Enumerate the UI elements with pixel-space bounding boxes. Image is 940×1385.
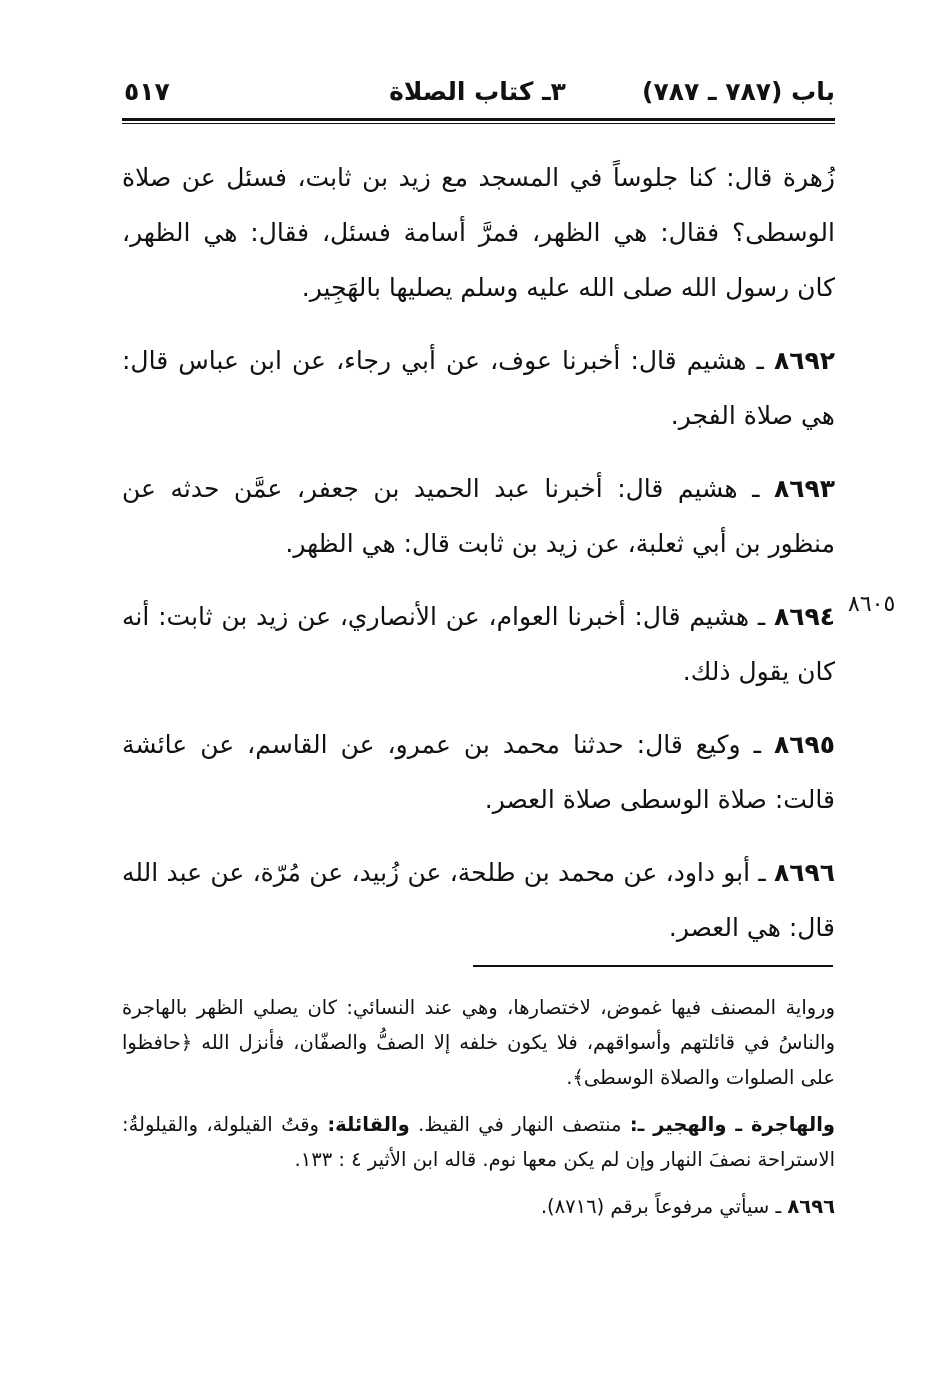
chapter-heading: باب (٧٨٧ ـ ٧٨٧): [642, 77, 835, 106]
hadith-number: ٨٦٩٥: [773, 730, 835, 759]
footnote: [122, 1189, 835, 1224]
hadith-number: ٨٦٩٤: [773, 602, 835, 631]
page-header: [120, 74, 835, 110]
hadith-paragraph: [122, 717, 835, 827]
hadith-number: ٨٦٩٣: [773, 474, 835, 503]
footnote: [122, 1107, 835, 1177]
footnote-text: منتصف النهار في القيظ.: [418, 1113, 622, 1136]
footnotes: [122, 990, 835, 1236]
footnote-separator: [473, 965, 833, 967]
hadith-text: زُهرة قال: كنا جلوساً في المسجد مع زيد بن ثابت، فسئل عن صلاة الوسطى؟ فقال: هي الظهر، فمرَّ أسامة فسئل، فقال: هي الظهر، كان رسول الله صلى الله عليه وسلم يصليها بالهَجِير.: [122, 163, 835, 302]
footnote-text: ورواية المصنف فيها غموض، لاختصارها، وهي عند النسائي: كان يصلي الظهر بالهاجرة والناسُ في قائلتهم وأسواقهم، فلا يكون خلفه إلا الصفُّ والصفّان، فأنزل الله ﴿حافظوا على الصلوات والصلاة الوسطى﴾.: [122, 996, 835, 1089]
hadith-text: ـ أبو داود، عن محمد بن طلحة، عن زُبيد، عن مُرّة، عن عبد الله قال: هي العصر.: [122, 858, 835, 942]
book-heading: ٣ـ كتاب الصلاة: [389, 77, 566, 106]
footnote-text: وقتُ القيلولة، والقيلولةُ: الاستراحة نصفَ النهار وإن لم يكن معها نوم. قاله ابن الأثير ٤ : ١٣٣.: [122, 1113, 835, 1171]
footnote-term: والقائلة:: [327, 1113, 410, 1136]
hadith-number: ٨٦٩٢: [773, 346, 836, 375]
page-number: ٥١٧: [124, 77, 170, 106]
hadith-text: ـ هشيم قال: أخبرنا العوام، عن الأنصاري، عن زيد بن ثابت: أنه كان يقول ذلك.: [122, 602, 835, 686]
hadith-text: ـ هشيم قال: أخبرنا عبد الحميد بن جعفر، عمَّن حدثه عن منظور بن أبي ثعلبة، عن زيد بن ثابت قال: هي الظهر.: [122, 474, 835, 558]
margin-reference-number: ٨٦٠٥: [848, 592, 896, 617]
footnote-text: ـ سيأتي مرفوعاً برقم (٨٧١٦).: [540, 1195, 782, 1218]
main-text: [122, 150, 835, 973]
hadith-paragraph: [122, 461, 835, 571]
hadith-paragraph: [122, 589, 835, 699]
header-rule: [122, 118, 835, 124]
hadith-paragraph: [122, 333, 835, 443]
footnote-number: ٨٦٩٦: [787, 1195, 835, 1218]
footnote-term: والهاجرة ـ والهجير ـ:: [629, 1113, 836, 1136]
hadith-paragraph: [122, 150, 835, 315]
hadith-text: ـ هشيم قال: أخبرنا عوف، عن أبي رجاء، عن ابن عباس قال: هي صلاة الفجر.: [122, 346, 835, 430]
hadith-text: ـ وكيع قال: حدثنا محمد بن عمرو، عن القاسم، عن عائشة قالت: صلاة الوسطى صلاة العصر.: [122, 730, 835, 814]
footnote: [122, 990, 835, 1095]
hadith-paragraph: [122, 845, 835, 955]
hadith-number: ٨٦٩٦: [773, 858, 835, 887]
